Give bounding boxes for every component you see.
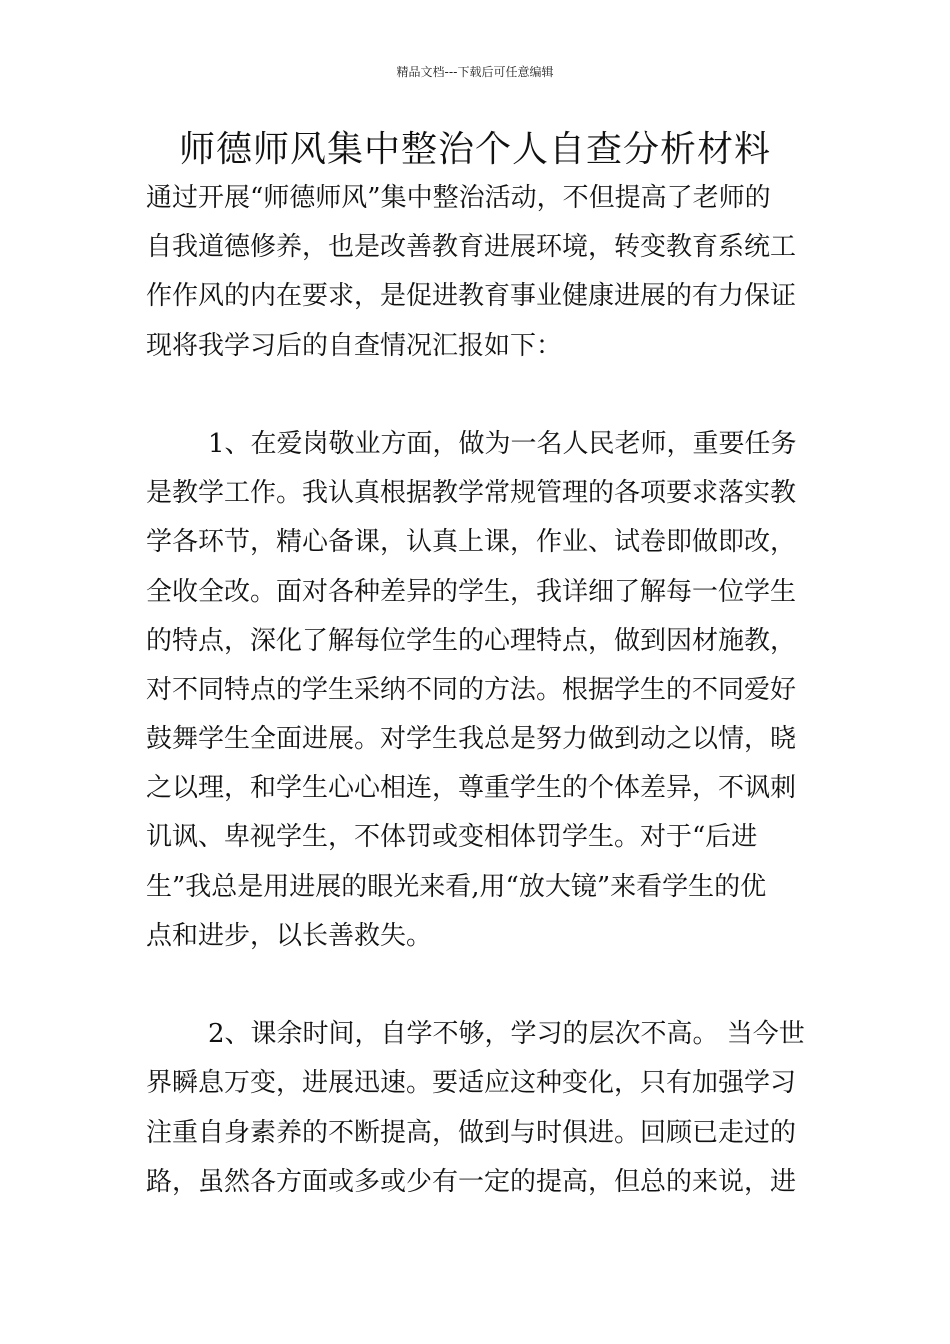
document-title: 师德师风集中整治个人自查分析材料 (178, 129, 771, 170)
paragraph-line: 自我道德修养，也是改善教育进展环境，转变教育系统工 (146, 232, 797, 263)
paragraph-line: 对不同特点的学生采纳不同的方法。根据学生的不同爱好 (146, 674, 797, 705)
paragraph-line: 讥讽、卑视学生，不体罚或变相体罚学生。对于“后进 (146, 822, 758, 853)
paragraph-line: 路，虽然各方面或多或少有一定的提高，但总的来说，进 (146, 1166, 797, 1197)
paragraph-line: 是教学工作。我认真根据教学常规管理的各项要求落实教 (146, 478, 797, 509)
paragraph-line: 点和进步，以长善救失。 (146, 920, 433, 951)
paragraph-line: 现将我学习后的自查情况汇报如下： (146, 330, 563, 361)
paragraph-line: 界瞬息万变，进展迅速。要适应这种变化，只有加强学习 (146, 1068, 797, 1099)
paragraph-line: 全收全改。面对各种差异的学生，我详细了解每一位学生 (146, 576, 797, 607)
paragraph-line: 作作风的内在要求，是促进教育事业健康进展的有力保证 (146, 281, 797, 312)
paragraph-gap (146, 371, 818, 420)
paragraph-line: 2、课余时间，自学不够，学习的层次不高。 当今世 (208, 1019, 805, 1050)
paragraph-line: 通过开展“师德师风”集中整治活动，不但提高了老师的 (146, 183, 771, 213)
paragraph-line: 鼓舞学生全面进展。对学生我总是努力做到动之以情，晓 (146, 724, 797, 755)
paragraph-item-2 (146, 1010, 818, 1207)
paragraph-line: 1、在爱岗敬业方面，做为一名人民老师，重要任务 (208, 428, 797, 459)
document-body (146, 174, 818, 1207)
header-note: 精品文档---下载后可任意编辑 (396, 65, 554, 79)
paragraph-line: 的特点，深化了解每位学生的心理特点，做到因材施教， (146, 625, 797, 656)
paragraph-gap (146, 961, 818, 1010)
paragraph-item-1 (146, 420, 818, 961)
paragraph-line: 之以理，和学生心心相连，尊重学生的个体差异，不讽刺 (146, 773, 797, 804)
paragraph-line: 生”我总是用进展的眼光来看,用“放大镜”来看学生的优 (146, 871, 767, 902)
paragraph-line: 注重自身素养的不断提高，做到与时俱进。回顾已走过的 (146, 1117, 797, 1148)
paragraph-intro (146, 174, 818, 371)
paragraph-line: 学各环节，精心备课，认真上课，作业、试卷即做即改， (146, 527, 797, 558)
